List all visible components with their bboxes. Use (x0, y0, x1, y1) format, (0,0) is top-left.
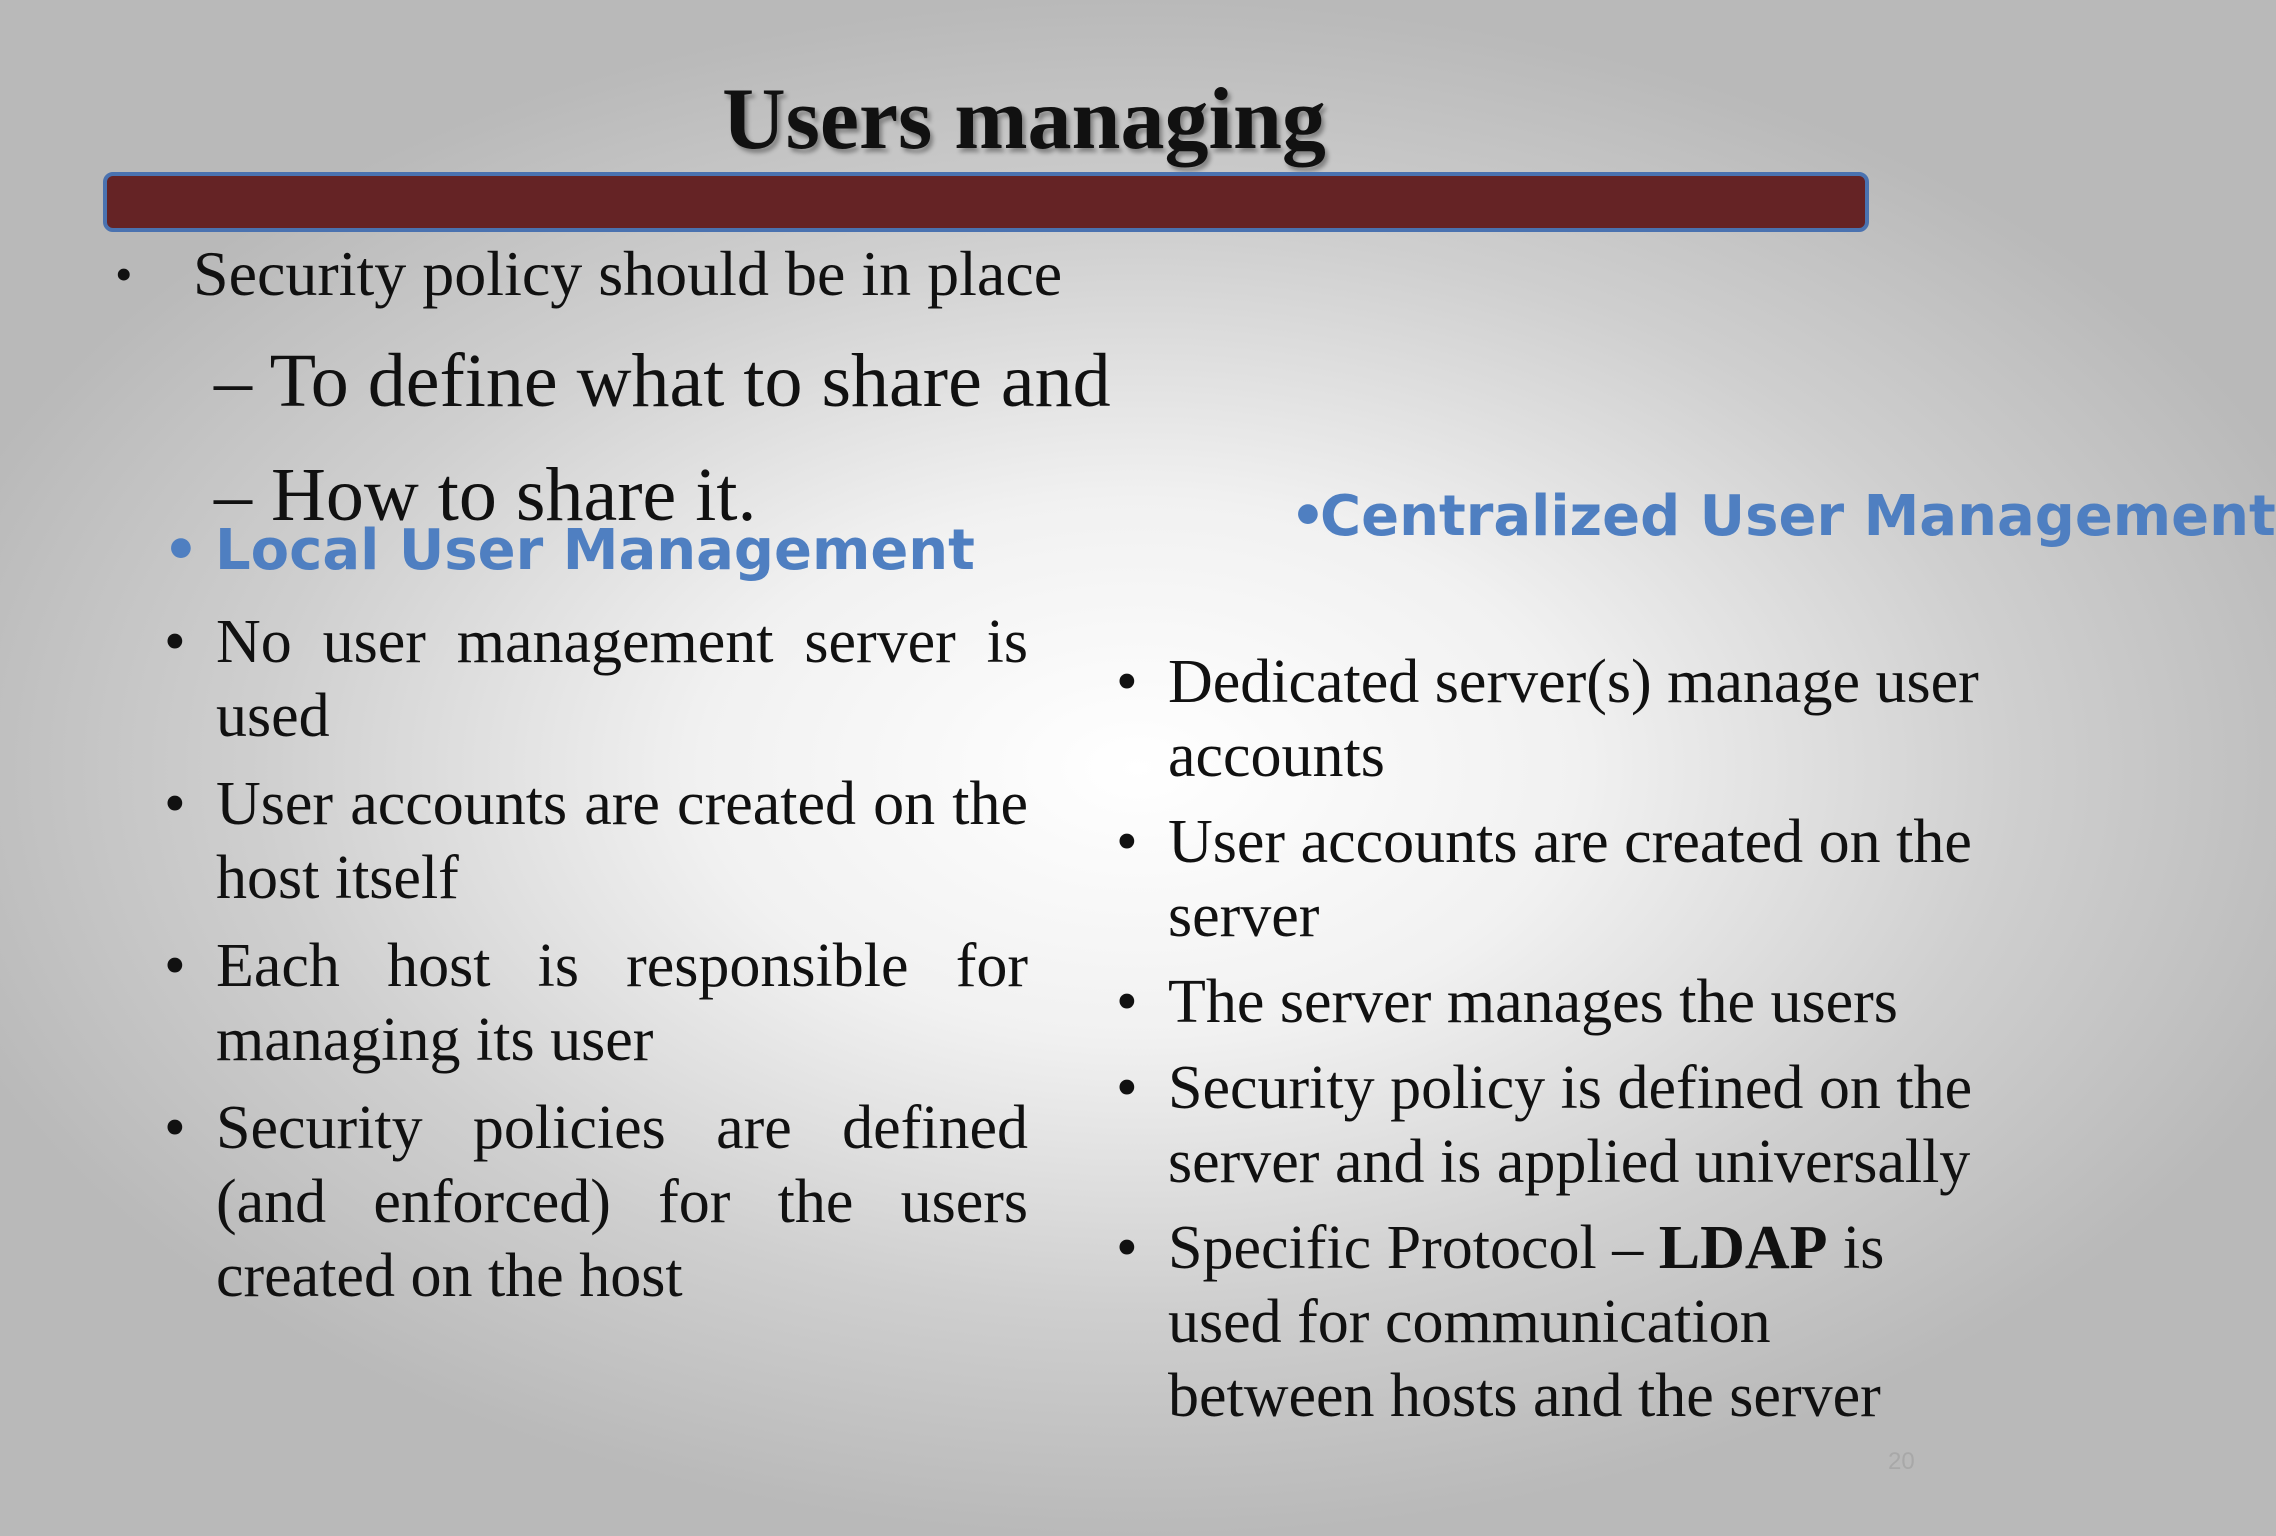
bullet-marker: • (164, 770, 186, 838)
list-item-text: Security policies are defined (and enforced) for the users created on the host (216, 1094, 1028, 1310)
list-item (160, 767, 1028, 915)
central-heading (1290, 480, 2276, 554)
local-heading-text: Local User Management (215, 518, 975, 583)
list-item (160, 1091, 1028, 1313)
list-item (160, 605, 1028, 753)
ldap-text-after: is used for communication between hosts and the server (1168, 1214, 1885, 1430)
slide-title: Users managing (722, 71, 1326, 168)
bullet-marker: • (1116, 1054, 1138, 1122)
list-item-text: The server manages the users (1168, 968, 1898, 1036)
list-item (1112, 965, 1992, 1039)
list-item (1112, 645, 1992, 793)
sub-item-define: – To define what to share and (214, 339, 1111, 423)
list-item-ldap (1112, 1211, 1992, 1433)
bullet-marker: • (1116, 1214, 1138, 1282)
ldap-bold-text: LDAP (1658, 1214, 1828, 1282)
bullet-marker: • (115, 246, 133, 302)
bullet-marker: • (164, 932, 186, 1000)
local-list (160, 605, 1028, 1327)
bullet-marker: • (164, 1094, 186, 1162)
intro-bullet-text: Security policy should be in place (193, 238, 1063, 309)
central-heading-text: Centralized User Management (1320, 484, 2276, 549)
list-item-text: User accounts are created on the host itself (216, 770, 1028, 912)
bullet-marker: • (1116, 808, 1138, 876)
list-item-text: Dedicated server(s) manage user accounts (1168, 648, 1979, 790)
ldap-text-before: Specific Protocol – (1168, 1214, 1659, 1282)
list-item-text: User accounts are created on the server (1168, 808, 1972, 950)
bullet-marker: • (1116, 968, 1138, 1036)
list-item-text: Each host is responsible for managing its user (216, 932, 1028, 1074)
list-item (160, 929, 1028, 1077)
title-bar (103, 172, 1869, 232)
list-item (1112, 1051, 1992, 1199)
bullet-marker: • (164, 608, 186, 676)
list-item-text: Security policy is defined on the server and is applied universally (1168, 1054, 1973, 1196)
page-number: 20 (1888, 1448, 1915, 1475)
bullet-marker: • (1290, 484, 1326, 549)
list-item-text: No user management server is used (216, 608, 1028, 750)
central-list (1112, 645, 1992, 1445)
bullet-marker: • (1116, 648, 1138, 716)
sub-item-how: – How to share it. (214, 453, 757, 537)
list-item (1112, 805, 1992, 953)
bullet-marker: • (163, 518, 199, 583)
